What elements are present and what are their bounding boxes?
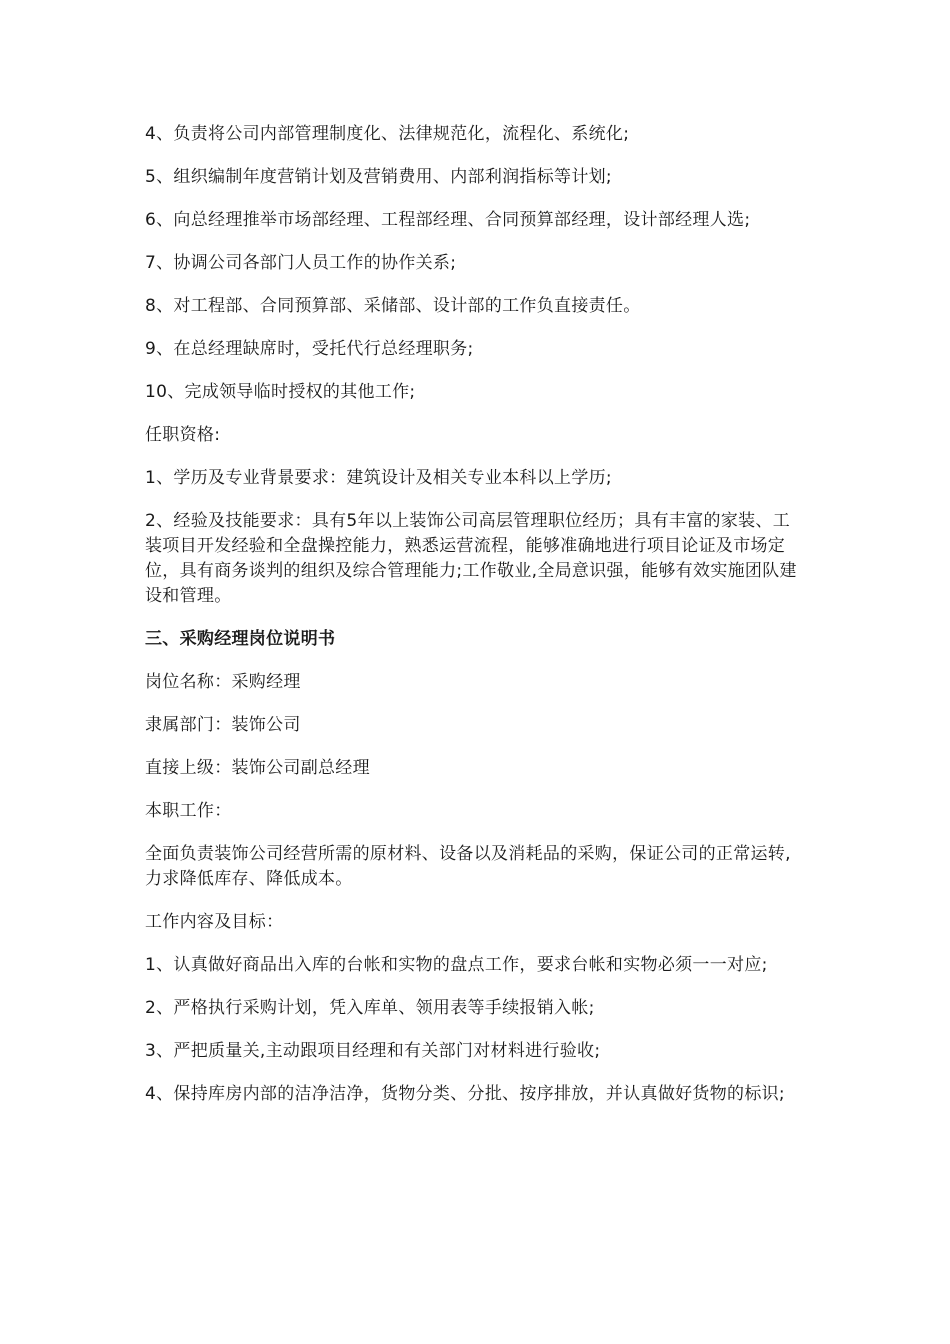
duty-item-8: 8、对工程部、合同预算部、采储部、设计部的工作负直接责任。 [145,296,641,316]
work-item-1: 1、认真做好商品出入库的台帐和实物的盘点工作，要求台帐和实物必须一一对应; [145,955,768,975]
section-heading: 三、采购经理岗位说明书 [145,629,336,649]
main-job-description: 全面负责装饰公司经营所需的原材料、设备以及消耗品的采购，保证公司的正常运转,力求降低库存、降低成本。 [145,844,791,889]
qualifications-label: 任职资格: [145,425,221,445]
work-content-label: 工作内容及目标： [145,912,284,932]
duty-item-6: 6、向总经理推举市场部经理、工程部经理、合同预算部经理，设计部经理人选; [145,210,751,230]
duty-item-7: 7、协调公司各部门人员工作的协作关系; [145,253,457,273]
work-item-4: 4、保持库房内部的洁净洁净，货物分类、分批、按序排放，并认真做好货物的标识; [145,1084,785,1104]
department: 隶属部门：装饰公司 [145,715,301,735]
qualification-item-2: 2、经验及技能要求：具有5年以上装饰公司高层管理职位经历；具有丰富的家装、工装项目开发经验和全盘操控能力，熟悉运营流程，能够准确地进行项目论证及市场定位，具有商务谈判的组织及综合管理能力;工作敬业,全局意识强，能够有效实施团队建设和管理。 [145,511,797,606]
document-page [145,122,805,1125]
work-item-3: 3、严把质量关,主动跟项目经理和有关部门对材料进行验收; [145,1041,601,1061]
main-job-label: 本职工作： [145,801,232,821]
work-item-2: 2、严格执行采购计划，凭入库单、领用表等手续报销入帐; [145,998,595,1018]
qualification-item-1: 1、学历及专业背景要求：建筑设计及相关专业本科以上学历; [145,468,612,488]
duty-item-9: 9、在总经理缺席时，受托代行总经理职务; [145,339,474,359]
duty-item-4: 4、负责将公司内部管理制度化、法律规范化，流程化、系统化; [145,124,630,144]
duty-item-5: 5、组织编制年度营销计划及营销费用、内部利润指标等计划; [145,167,612,187]
position-name: 岗位名称：采购经理 [145,672,301,692]
direct-superior: 直接上级：装饰公司副总经理 [145,758,370,778]
duty-item-10: 10、完成领导临时授权的其他工作; [145,382,416,402]
